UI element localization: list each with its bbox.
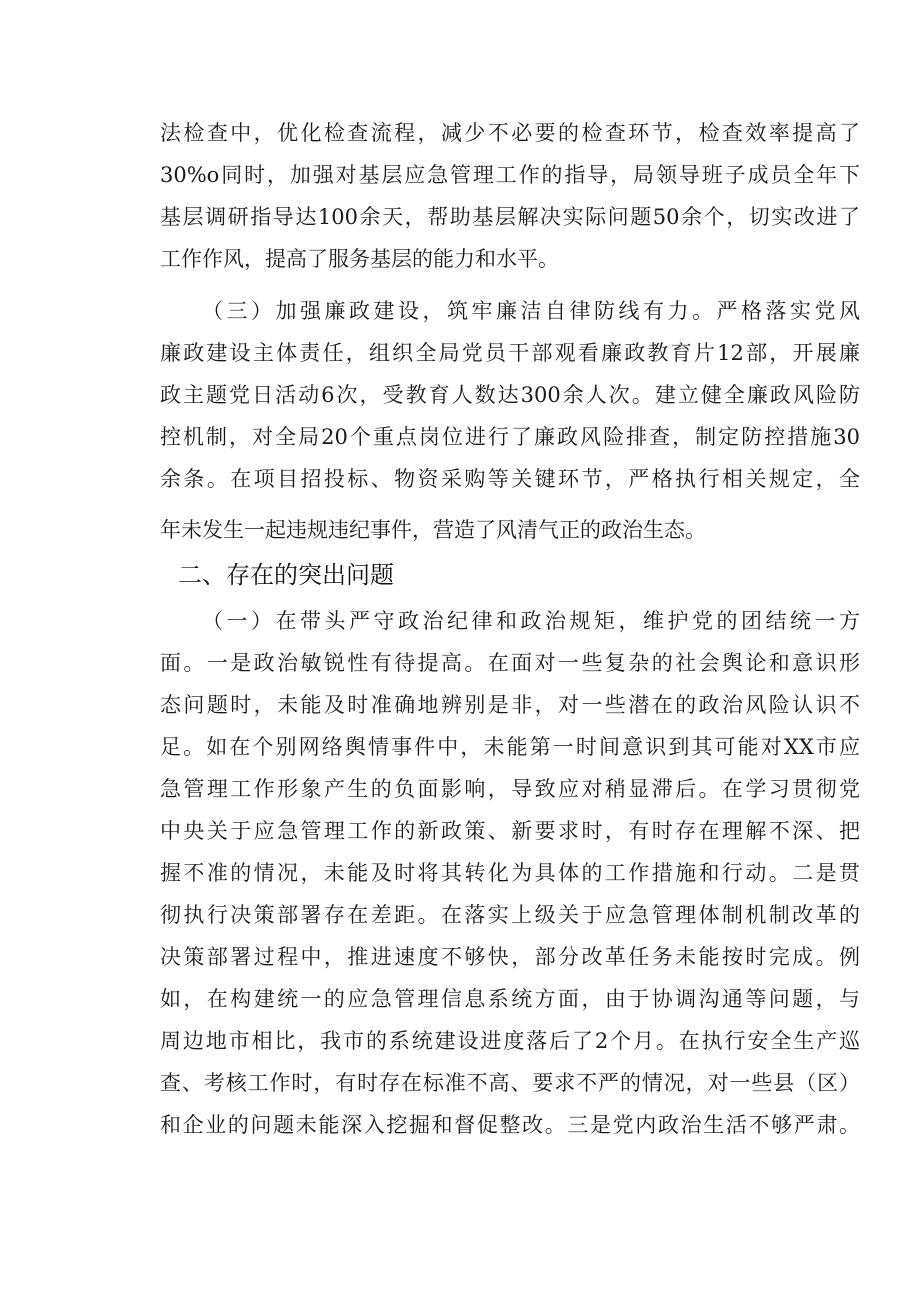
text-line: 廉政建设主体责任，组织全局党员干部观看廉政教育片12部，开展廉: [160, 341, 860, 365]
section-heading: 二、存在的突出问题: [178, 561, 394, 589]
paragraph-first-line: （一）在带头严守政治纪律和政治规矩，维护党的团结统一方: [202, 609, 860, 633]
text-line: 政主题党日活动6次，受教育人数达300余人次。建立健全廉政风险防: [160, 383, 860, 407]
text-line: 面。一是政治敏锐性有待提高。在面对一些复杂的社会舆论和意识形: [160, 651, 860, 675]
text-line: 和企业的问题未能深入挖掘和督促整改。三是党内政治生活不够严肃。: [160, 1113, 860, 1137]
text-line: 30%o同时，加强对基层应急管理工作的指导，局领导班子成员全年下: [160, 163, 860, 187]
text-line: 控机制，对全局20个重点岗位进行了廉政风险排查，制定防控措施30: [160, 425, 860, 449]
text-line: 查、考核工作时，有时存在标准不高、要求不严的情况，对一些县（区）: [160, 1071, 860, 1095]
text-line: 如，在构建统一的应急管理信息系统方面，由于协调沟通等问题，与: [160, 987, 860, 1011]
text-line: 工作作风，提高了服务基层的能力和水平。: [160, 247, 559, 271]
text-line: 年未发生一起违规违纪事件，营造了风清气正的政治生态。: [160, 518, 706, 542]
paragraph-first-line: （三）加强廉政建设，筑牢廉洁自律防线有力。严格落实党风: [202, 299, 860, 323]
text-line: 余条。在项目招投标、物资采购等关键环节，严格执行相关规定，全: [160, 467, 860, 491]
text-line: 决策部署过程中，推进速度不够快，部分改革任务未能按时完成。例: [160, 945, 860, 969]
text-line: 态问题时，未能及时准确地辨别是非，对一些潜在的政治风险认识不: [160, 693, 860, 717]
text-line: 基层调研指导达100余天，帮助基层解决实际问题50余个，切实改进了: [160, 205, 860, 229]
text-line: 周边地市相比，我市的系统建设进度落后了2个月。在执行安全生产巡: [160, 1029, 860, 1053]
text-line: 彻执行决策部署存在差距。在落实上级关于应急管理体制机制改革的: [160, 903, 860, 927]
text-line: 法检查中，优化检查流程，减少不必要的检查环节，检查效率提高了: [160, 121, 860, 145]
text-line: 足。如在个别网络舆情事件中，未能第一时间意识到其可能对XX市应: [160, 735, 860, 759]
text-line: 握不准的情况，未能及时将其转化为具体的工作措施和行动。二是贯: [160, 861, 860, 885]
text-line: 急管理工作形象产生的负面影响，导致应对稍显滞后。在学习贯彻党: [160, 777, 860, 801]
text-line: 中央关于应急管理工作的新政策、新要求时，有时存在理解不深、把: [160, 819, 860, 843]
